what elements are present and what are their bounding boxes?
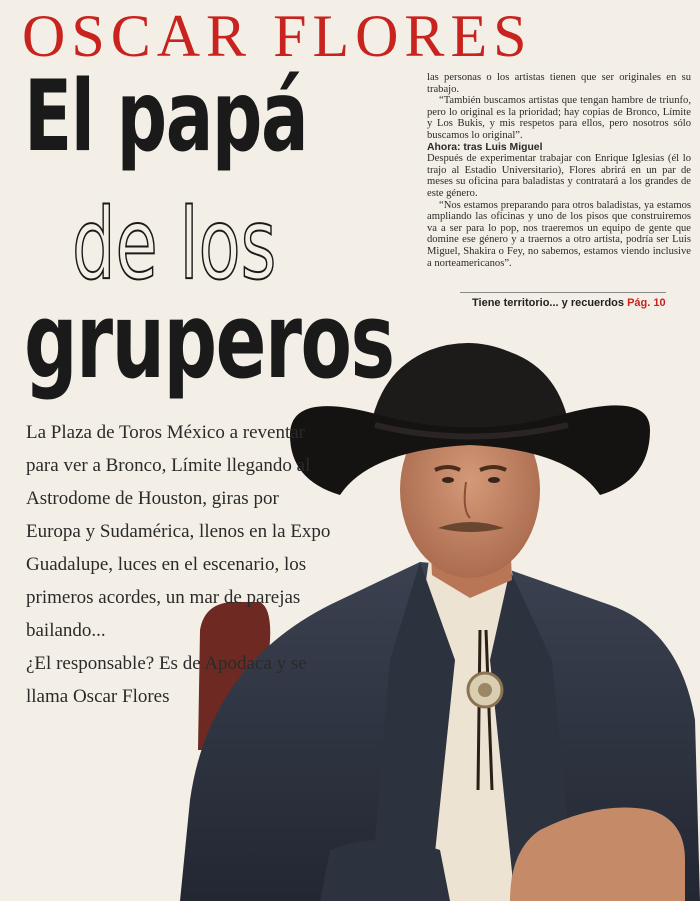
lede-intro (26, 416, 336, 713)
column-paragraph-1: las personas o los artistas tienen que ser originales en su trabajo. (427, 72, 691, 95)
teaser-text: Tiene territorio... y recuerdos (472, 297, 625, 309)
teaser-divider (460, 292, 666, 293)
column-subhead: Ahora: tras Luis Miguel (427, 141, 543, 153)
column-paragraph-3: Después de experimentar trabajar con Enrique Iglesias (él lo trajo al Estadio Universitario), Flores abrirá en un par de meses su oficina para baladistas y contratará a los grandes de este género. (427, 153, 691, 199)
article-column (427, 72, 691, 269)
headline-line-2: de los (72, 188, 277, 302)
column-paragraph-4: “Nos estamos preparando para otros baladistas, ya estamos ampliando las oficinas y uno de los pisos que construiremos va a ser para lo pop, nos traeremos un equipo de gente que domine ese género y a traernos a otro artista, podría ser Luis Miguel, Shakira o Fey, no sabemos, estamos viendo inclusive a norteamericanos”. (427, 199, 691, 269)
kicker-name: OSCAR FLORES (22, 3, 533, 69)
teaser-page-ref: Pág. 10 (627, 297, 666, 309)
headline-line-1: El papá (24, 60, 308, 174)
lede-paragraph-1: La Plaza de Toros México a reventar para ver a Bronco, Límite llegando al Astrodome de Houston, giras por Europa y Sudamérica, llenos en la Expo Guadalupe, luces en el escenario, los primeros acordes, un mar de parejas bailando... (26, 422, 331, 641)
teaser[interactable] (472, 297, 666, 309)
headline-line-3: gruperos (24, 280, 394, 402)
lede-paragraph-2: ¿El responsable? Es de Apodaca y se llama Oscar Flores (26, 653, 307, 707)
column-paragraph-2: “También buscamos artistas que tengan hambre de triunfo, pero lo original es la prioridad; hay copias de Bronco, Límite y Los Bukis, y mis respetos para ellos, pero nosotros sólo buscamos lo original”. (427, 95, 691, 141)
